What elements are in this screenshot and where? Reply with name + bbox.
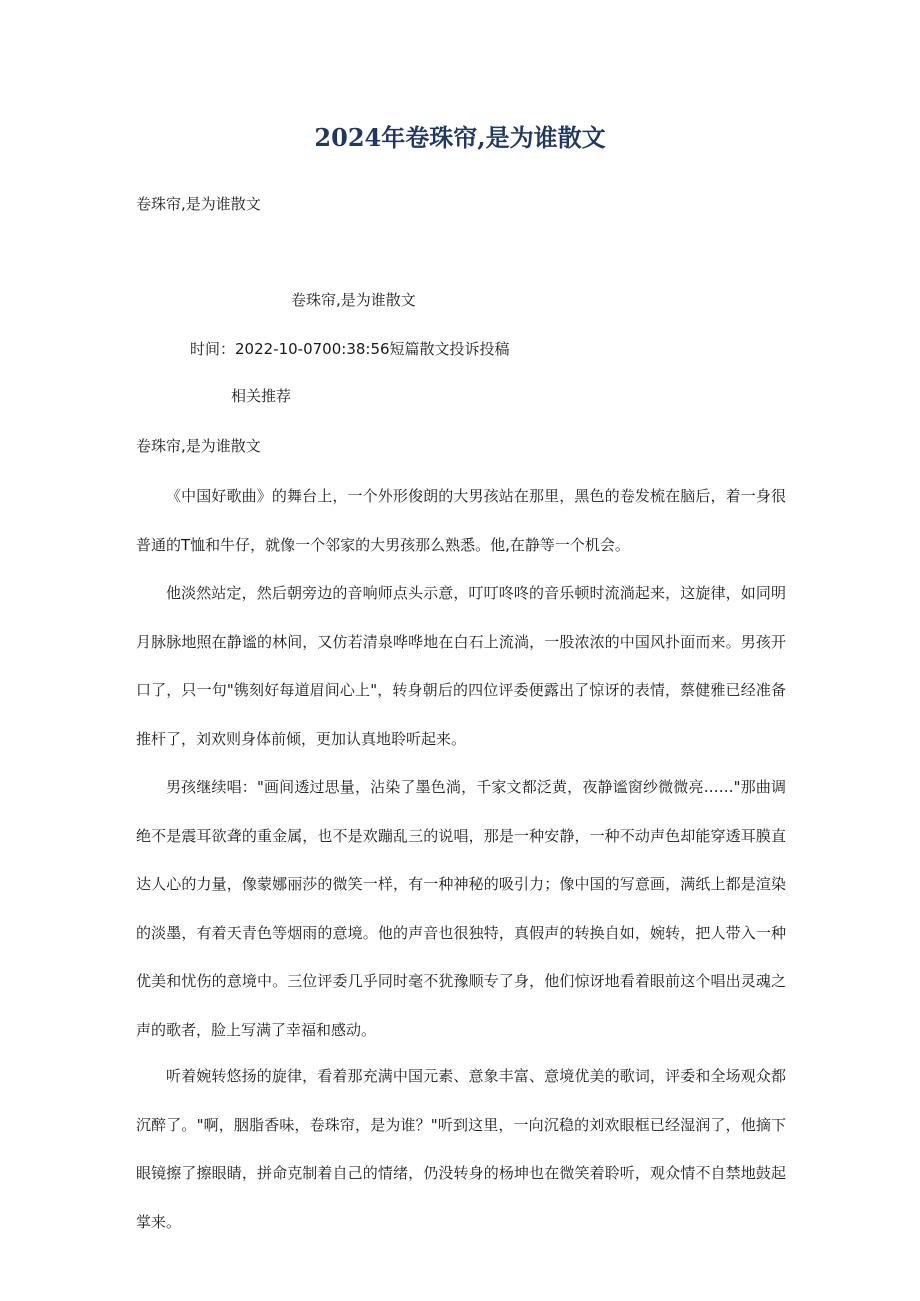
paragraph-4: 听着婉转悠扬的旋律，看着那充满中国元素、意象丰富、意境优美的歌词，评委和全场观众都沉醉了。"啊，胭脂香味，卷珠帘，是为谁？"听到这里，一向沉稳的刘欢眼框已经湿润了，他摘下眼镜擦了擦眼睛，拼命克制着自己的情绪，仍没转身的杨坤也在微笑着聆听，观众情不自禁地鼓起掌来。	[136, 1067, 786, 1231]
paragraph-1: 《中国好歌曲》的舞台上，一个外形俊朗的大男孩站在那里，黑色的卷发梳在脑后，着一身很普通的T恤和牛仔，就像一个邻家的大男孩那么熟悉。他,在静等一个机会。	[136, 487, 786, 554]
article-meta: 时间：2022-10-0700:38:56短篇散文投诉投稿	[190, 340, 510, 358]
document-title: 2024年卷珠帘,是为谁散文	[314, 123, 606, 152]
article-title: 卷珠帘,是为谁散文	[291, 291, 416, 309]
related-recommendations[interactable]: 相关推荐	[231, 387, 292, 405]
document-subtitle: 卷珠帘,是为谁散文	[136, 195, 261, 213]
article-heading: 卷珠帘,是为谁散文	[136, 437, 261, 455]
paragraph-3: 男孩继续唱："画间透过思量，沾染了墨色淌，千家文都泛黄，夜静谧窗纱微微亮……"那曲调绝不是震耳欲聋的重金属，也不是欢蹦乱三的说唱，那是一种安静，一种不动声色却能穿透耳膜直达人心的力量，像蒙娜丽莎的微笑一样，有一种神秘的吸引力；像中国的写意画，满纸上都是渲染的淡墨，有着天青色等烟雨的意境。他的声音也很独特，真假声的转换自如，婉转，把人带入一种优美和忧伤的意境中。三位评委几乎同时毫不犹豫顺专了身，他们惊讶地看着眼前这个唱出灵魂之声的歌者，脸上写满了幸福和感动。	[136, 778, 786, 1039]
paragraph-2: 他淡然站定，然后朝旁边的音响师点头示意，叮叮咚咚的音乐顿时流淌起来，这旋律，如同明月脉脉地照在静谧的林间，又仿若清泉哗哗地在白石上流淌，一股浓浓的中国风扑面而来。男孩开口了，只一句"镌刻好每道眉间心上"，转身朝后的四位评委便露出了惊讶的表情，蔡健雅已经准备推杆了，刘欢则身体前倾，更加认真地聆听起来。	[136, 584, 786, 748]
